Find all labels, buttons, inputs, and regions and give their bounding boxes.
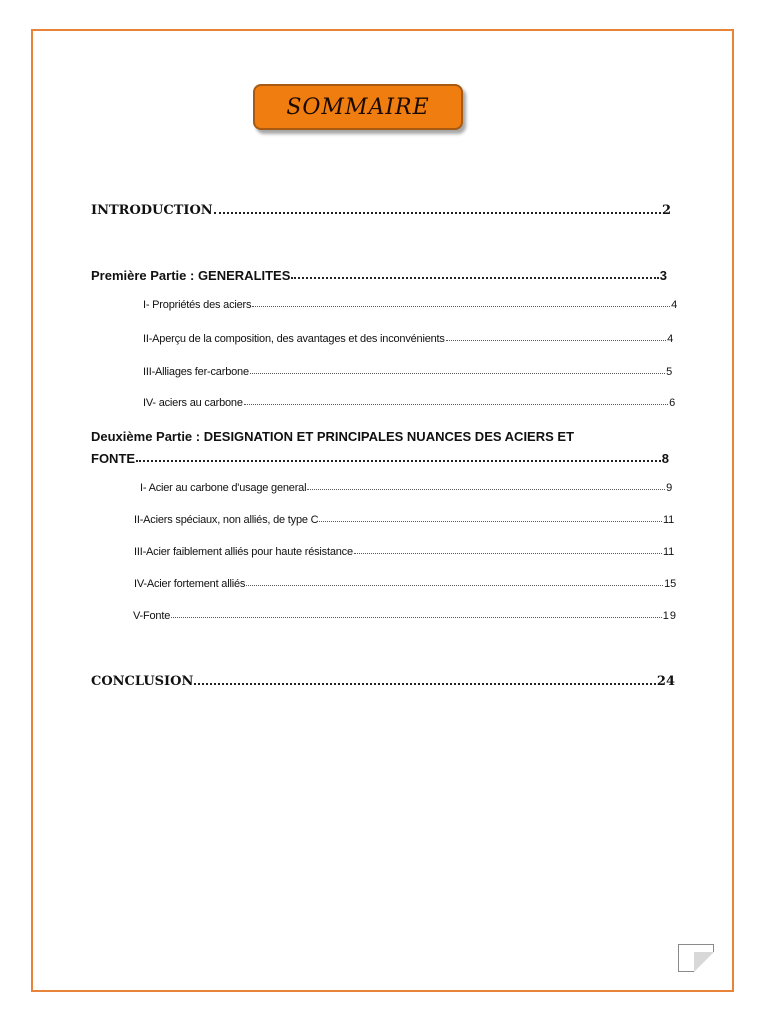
toc-entry-label: IV-Acier fortement alliés	[134, 578, 246, 590]
toc-entry-page: 5	[666, 366, 672, 378]
toc-entry-label: V-Fonte	[133, 610, 171, 622]
toc-entry-page: 4	[667, 333, 673, 345]
dot-leader	[194, 682, 656, 685]
toc-entry-fortement-allies[interactable]	[134, 578, 676, 590]
toc-entry-page: 19	[662, 610, 677, 622]
toc-entry-label: FONTE	[91, 451, 136, 466]
toc-entry-page: 3	[659, 268, 667, 283]
title-box	[253, 84, 463, 130]
toc-entry-introduction[interactable]	[91, 203, 671, 218]
toc-entry-page: 11	[662, 546, 674, 558]
toc-entry-page: 2	[661, 203, 671, 218]
toc-entry-label: III-Acier faiblement alliés pour haute résistance	[134, 546, 353, 558]
toc-entry-label: IV- aciers au carbone	[143, 397, 243, 409]
toc-entry-faiblement-allies[interactable]	[134, 546, 674, 558]
page-title: SOMMAIRE	[286, 94, 430, 120]
toc-entry-fonte[interactable]	[133, 610, 677, 622]
toc-entry-page: 8	[661, 451, 669, 466]
toc-entry-label: III-Alliages fer-carbone	[143, 366, 249, 378]
dot-leader	[446, 339, 666, 341]
toc-entry-part-two[interactable]	[91, 451, 669, 466]
toc-entry-page: 9	[666, 482, 672, 494]
toc-entry-part-two-line1: Deuxième Partie : DESIGNATION ET PRINCIPALES NUANCES DES ACIERS ET	[91, 429, 575, 444]
dot-leader	[250, 372, 665, 374]
dot-leader	[354, 552, 662, 554]
dot-leader	[246, 584, 663, 586]
dot-leader	[319, 520, 662, 522]
toc-entry-label: I- Propriétés des aciers	[143, 299, 252, 311]
dot-leader	[136, 459, 661, 462]
toc-entry-proprietes[interactable]	[143, 299, 677, 311]
dot-leader	[171, 616, 662, 618]
toc-entry-page: 11	[662, 514, 674, 526]
toc-entry-part-one[interactable]	[91, 268, 667, 283]
page-number-box	[678, 944, 714, 972]
dot-leader	[307, 488, 665, 490]
toc-entry-label: I- Acier au carbone d'usage general	[140, 482, 307, 494]
toc-entry-page: 6	[669, 397, 675, 409]
toc-entry-aciers-carbone[interactable]	[143, 397, 675, 409]
toc-entry-alliages[interactable]	[143, 366, 672, 378]
toc-entry-acier-usage-general[interactable]	[140, 482, 672, 494]
page-number: 1	[693, 952, 699, 961]
toc-entry-label: Première Partie : GENERALITES	[91, 268, 291, 283]
toc-entry-page: 24	[656, 674, 675, 689]
toc-entry-label: INTRODUCTION	[91, 203, 213, 218]
toc-entry-page: 15	[664, 578, 676, 590]
dot-leader	[291, 276, 658, 279]
page-border	[31, 29, 734, 992]
toc-entry-label: II-Aciers spéciaux, non alliés, de type C	[134, 514, 319, 526]
toc-entry-aciers-speciaux[interactable]	[134, 514, 674, 526]
toc-entry-apercu[interactable]	[143, 333, 673, 345]
toc-entry-label: CONCLUSION	[91, 674, 194, 689]
dot-leader	[252, 305, 670, 307]
dot-leader	[214, 211, 661, 214]
toc-entry-page: 4	[671, 299, 677, 311]
toc-entry-conclusion[interactable]	[91, 674, 675, 689]
dot-leader	[244, 403, 668, 405]
toc-entry-label: II-Aperçu de la composition, des avantages et des inconvénients	[143, 333, 445, 345]
